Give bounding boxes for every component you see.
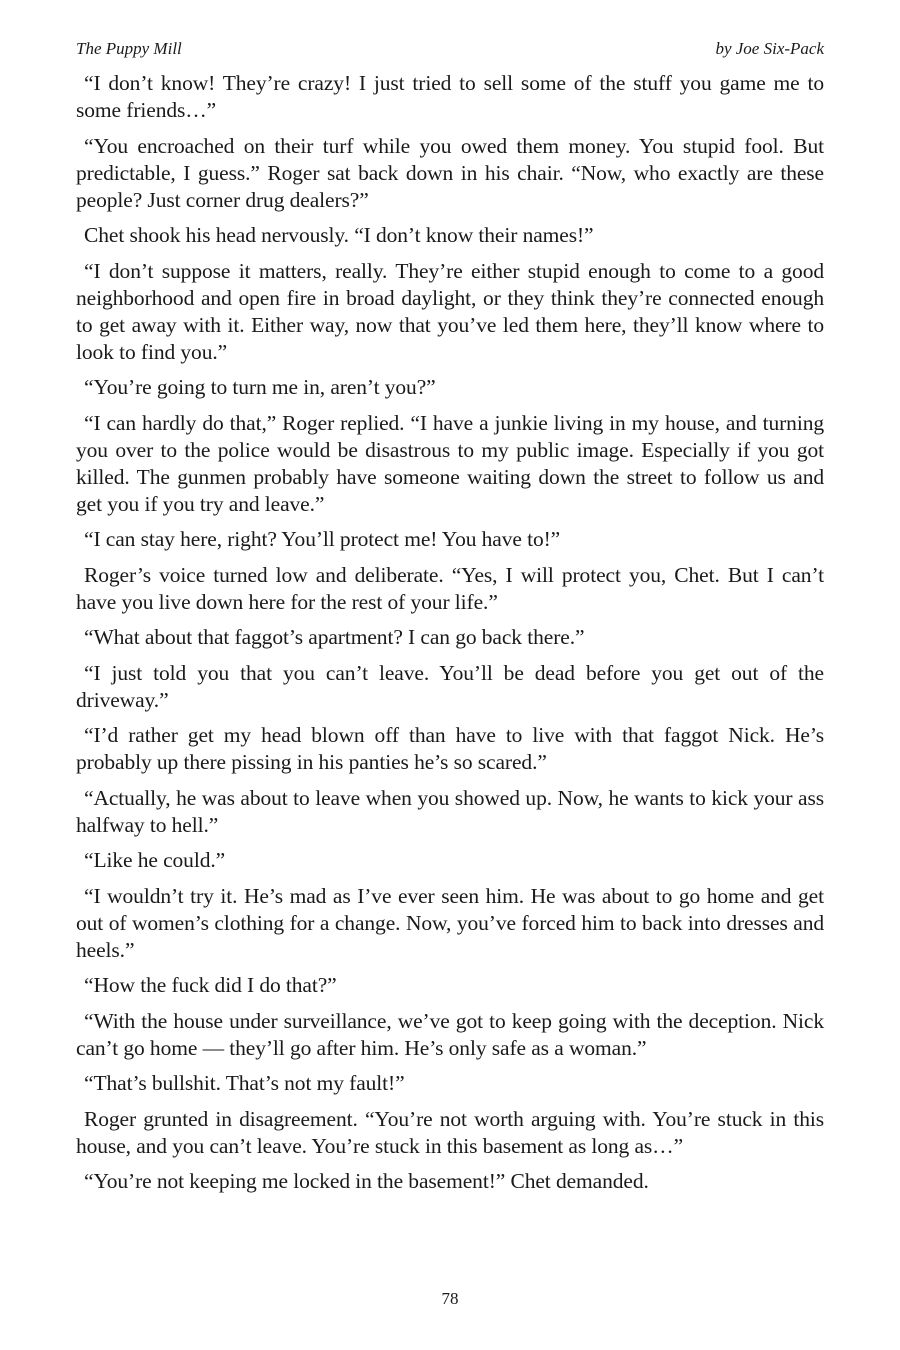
paragraph: “I just told you that you can’t leave. You’ll be dead before you get out of the driveway.” [76,660,824,712]
running-header [76,38,824,60]
paragraph: “You’re not keeping me locked in the basement!” Chet demanded. [84,1169,649,1193]
paragraph: “How the fuck did I do that?” [84,973,337,997]
paragraph: “You’re going to turn me in, aren’t you?” [84,375,436,399]
page-body [76,70,824,1204]
paragraph: “I’d rather get my head blown off than have to live with that faggot Nick. He’s probably up there pissing in his panties he’s so scared.” [76,723,824,774]
paragraph: “I wouldn’t try it. He’s mad as I’ve ever seen him. He was about to go home and get out of women’s clothing for a change. Now, you’ve forced him to back into dresses and heels.” [76,883,824,962]
book-title: The Puppy Mill [76,39,182,58]
paragraph: Roger’s voice turned low and deliberate. “Yes, I will protect you, Chet. But I can’t have you live down here for the rest of your life.” [76,562,824,614]
paragraph: Chet shook his head nervously. “I don’t know their names!” [84,223,594,247]
paragraph: “I don’t suppose it matters, really. They’re either stupid enough to come to a good neighborhood and open fire in broad daylight, or they think they’re connected enough to get away with it. Either way, now that you’ve led them here, they’ll know where to look to find you.” [76,258,824,364]
paragraph: “I can hardly do that,” Roger replied. “I have a junkie living in my house, and turning you over to the police would be disastrous to my public image. Especially if you got killed. The gunmen probably have someone waiting down the street to follow us and get you if you try and leave.” [76,410,824,516]
page-number: 78 [441,1289,459,1308]
paragraph: “With the house under surveillance, we’ve got to keep going with the deception. Nick can’t go home — they’ll go after him. He’s only safe as a woman.” [76,1008,824,1060]
paragraph: Roger grunted in disagreement. “You’re not worth arguing with. You’re stuck in this house, and you can’t leave. You’re stuck in this basement as long as…” [76,1106,824,1158]
paragraph: “What about that faggot’s apartment? I can go back there.” [84,625,585,649]
paragraph: “Actually, he was about to leave when you showed up. Now, he wants to kick your ass halfway to hell.” [76,785,824,837]
author-byline: by Joe Six-Pack [715,39,824,58]
paragraph: “You encroached on their turf while you owed them money. You stupid fool. But predictable, I guess.” Roger sat back down in his chair. “Now, who exactly are these people? Just corner drug dealers?” [76,133,824,212]
paragraph: “I don’t know! They’re crazy! I just tried to sell some of the stuff you game me to some friends…” [76,71,824,122]
paragraph: “Like he could.” [84,848,226,872]
paragraph: “That’s bullshit. That’s not my fault!” [84,1071,405,1095]
paragraph: “I can stay here, right? You’ll protect me! You have to!” [84,527,561,551]
